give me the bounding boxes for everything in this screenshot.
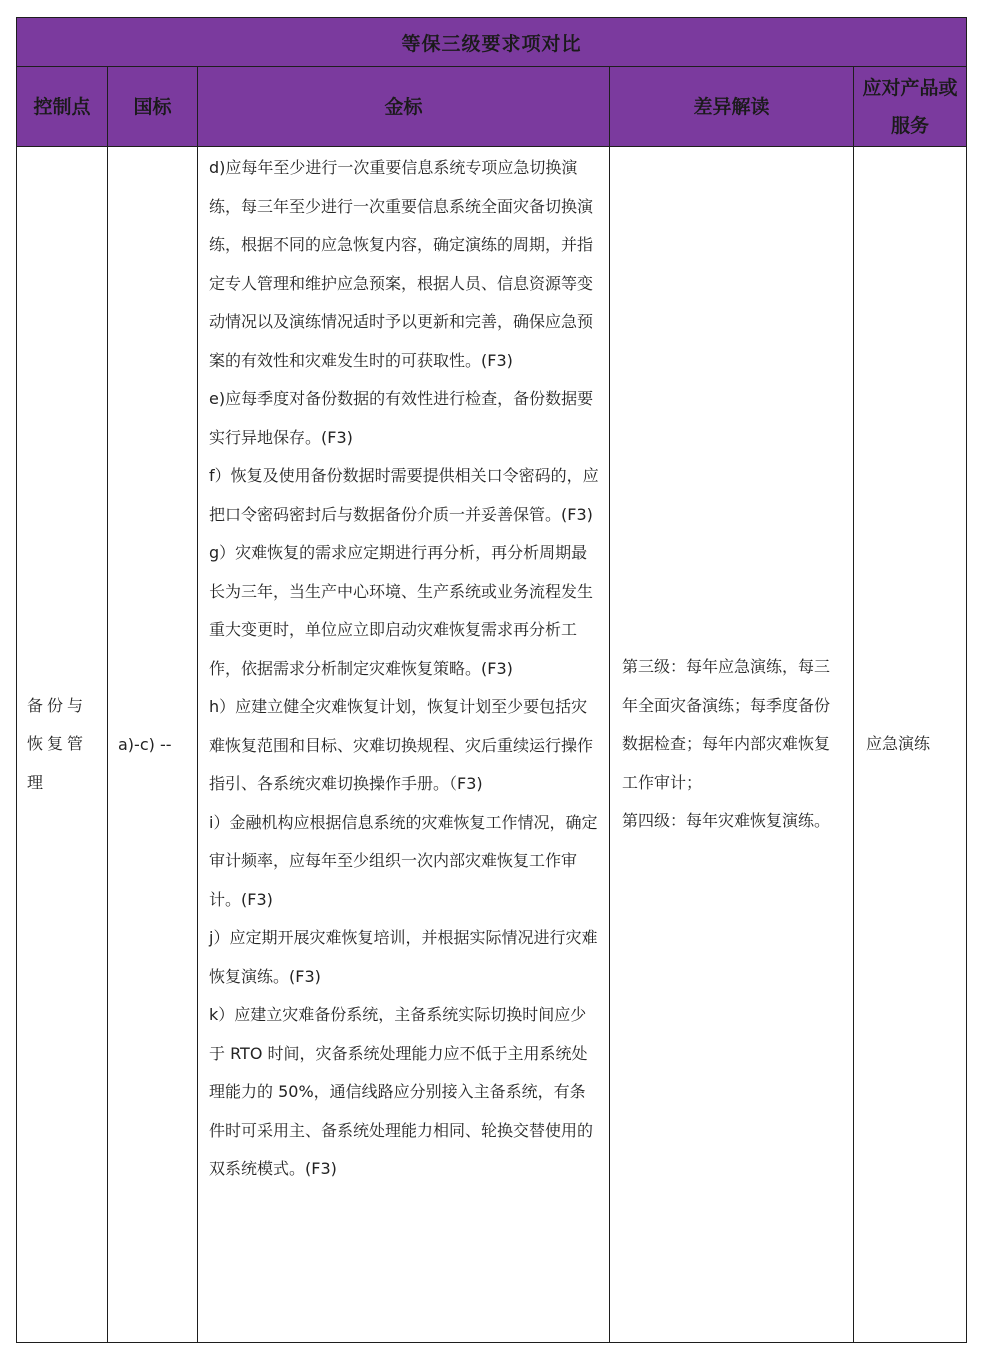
header-product: 应对产品或服务 (854, 67, 967, 147)
comparison-table (16, 17, 967, 1343)
finance-item-j: j）应定期开展灾难恢复培训，并根据实际情况进行灾难恢复演练。(F3) (209, 928, 598, 986)
finance-item-d: d)应每年至少进行一次重要信息系统专项应急切换演练，每三年至少进行一次重要信息系统全面灾备切换演练，根据不同的应急恢复内容，确定演练的周期，并指定专人管理和维护应急预案，根据人员、信息资源等变动情况以及演练情况适时予以更新和完善，确保应急预案的有效性和灾难发生时的可获取性。(F3) (209, 158, 594, 370)
table-title: 等保三级要求项对比 (17, 18, 967, 67)
cell-finance-standard (198, 147, 610, 1343)
header-difference: 差异解读 (610, 67, 854, 147)
cell-difference (610, 147, 854, 1343)
title-row (17, 18, 967, 67)
table-row (17, 147, 967, 1343)
header-finance-standard: 金标 (198, 67, 610, 147)
finance-item-g: g）灾难恢复的需求应定期进行再分析，再分析周期最长为三年，当生产中心环境、生产系统或业务流程发生重大变更时，单位应立即启动灾难恢复需求再分析工作，依据需求分析制定灾难恢复策略。(F3) (209, 543, 594, 678)
header-row (17, 67, 967, 147)
cell-control-point: 备份与恢复管理 (17, 147, 108, 1343)
difference-level-4: 第四级：每年灾难恢复演练。 (622, 811, 831, 831)
difference-level-3: 第三级：每年应急演练，每三年全面灾备演练；每季度备份数据检查；每年内部灾难恢复工作审计； (622, 657, 831, 792)
finance-item-h: h）应建立健全灾难恢复计划，恢复计划至少要包括灾难恢复范围和目标、灾难切换规程、灾后重续运行操作指引、各系统灾难切换操作手册。（F3) (209, 697, 594, 793)
cell-national-standard: a)-c) -- (108, 147, 198, 1343)
header-national-standard: 国标 (108, 67, 198, 147)
finance-item-i: i）金融机构应根据信息系统的灾难恢复工作情况，确定审计频率，应每年至少组织一次内部灾难恢复工作审计。(F3) (209, 812, 598, 909)
finance-item-e: e)应每季度对备份数据的有效性进行检查，备份数据要实行异地保存。(F3) (209, 389, 594, 447)
header-control-point: 控制点 (17, 67, 108, 147)
finance-item-k: k）应建立灾难备份系统，主备系统实际切换时间应少于 RTO 时间，灾备系统处理能力应不低于主用系统处理能力的 50%，通信线路应分别接入主备系统，有条件时可采用主、备系统处理能力相同、轮换交替使用的双系统模式。(F3) (209, 1005, 594, 1178)
finance-item-f: f）恢复及使用备份数据时需要提供相关口令密码的，应把口令密码密封后与数据备份介质一并妥善保管。(F3) (209, 466, 599, 524)
cell-product: 应急演练 (854, 147, 967, 1343)
